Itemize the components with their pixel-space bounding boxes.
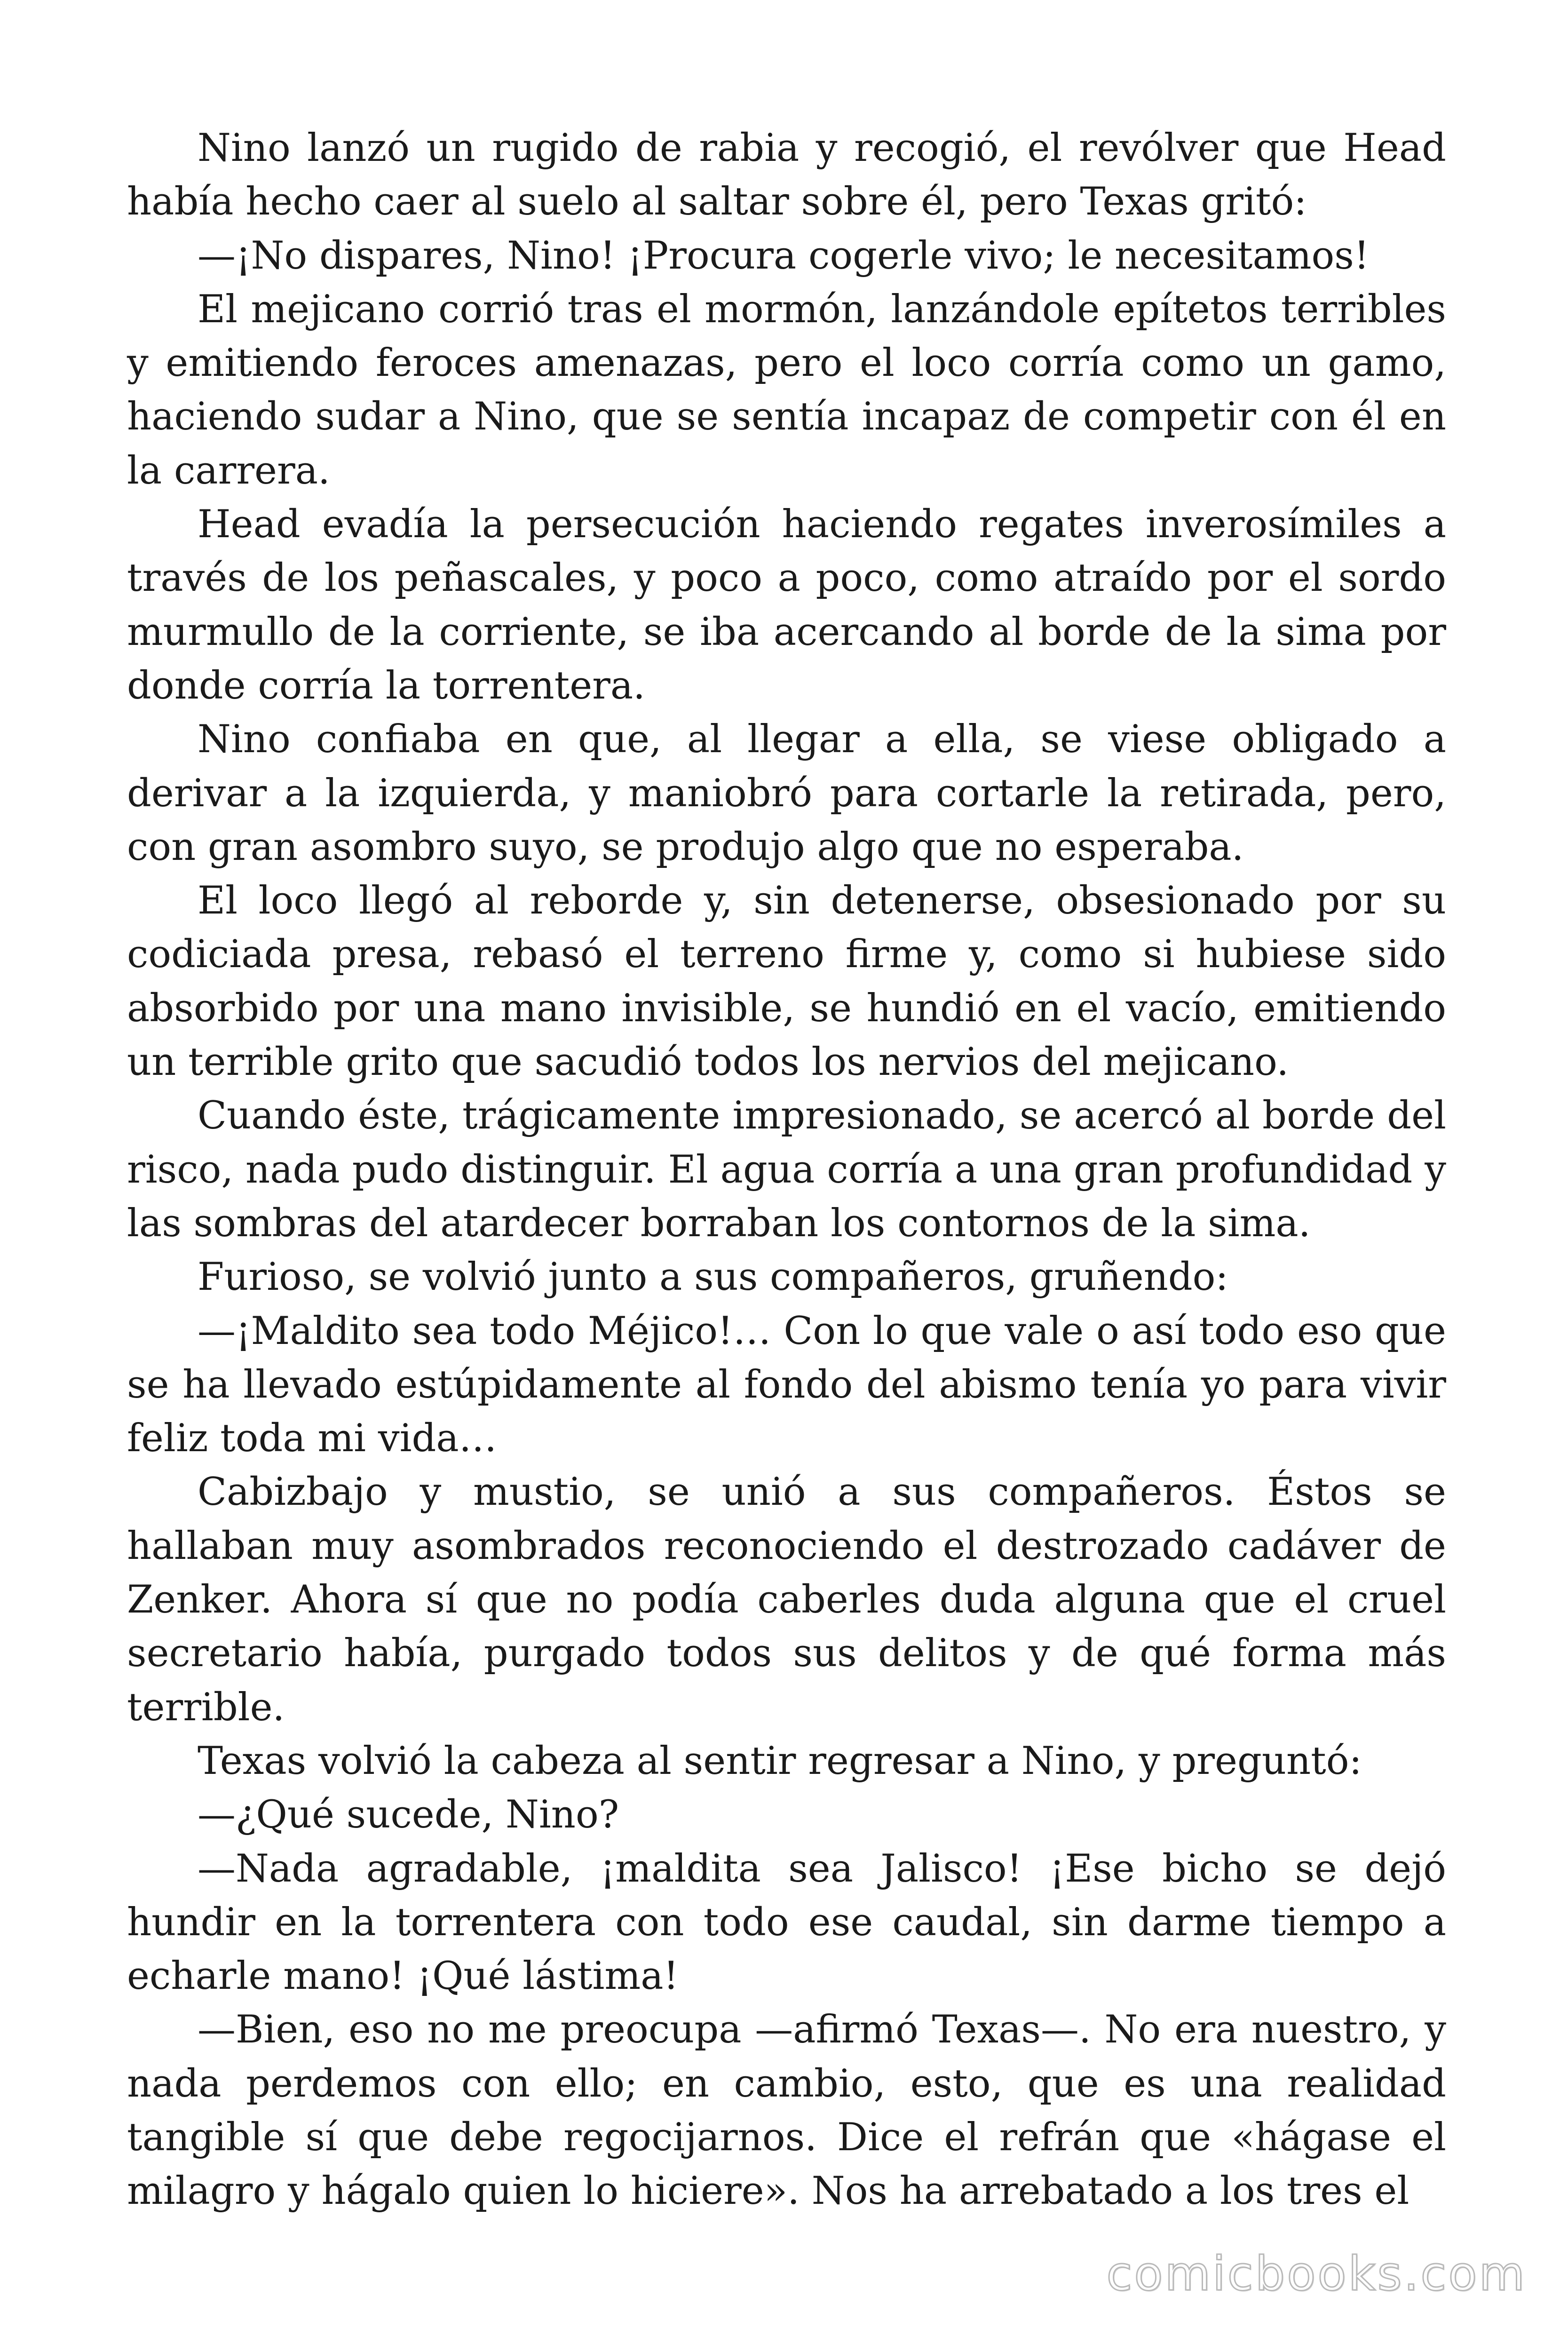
paragraph: Head evadía la persecución haciendo regates inverosímiles a través de los peñascales, y poco a poco, como atraído por el sordo murmullo de la corriente, se iba acercando al borde de la sima por donde corría la torrentera. (127, 502, 1446, 708)
paragraph: Cuando éste, trágicamente impresionado, se acercó al borde del risco, nada pudo distinguir. El agua corría a una gran profundidad y las sombras del atardecer borraban los contornos de la sima. (127, 1094, 1446, 1246)
paragraph: El mejicano corrió tras el mormón, lanzándole epítetos terribles y emitiendo feroces amenazas, pero el loco corría como un gamo, haciendo sudar a Nino, que se sentía incapaz de competir con él en la carrera. (127, 287, 1446, 493)
paragraph: —Nada agradable, ¡maldita sea Jalisco! ¡Ese bicho se dejó hundir en la torrentera con todo ese caudal, sin darme tiempo a echarle mano! ¡Qué lástima! (127, 1846, 1446, 1999)
paragraph: —Bien, eso no me preocupa —afirmó Texas—. No era nuestro, y nada perdemos con ello; en cambio, esto, que es una realidad tangible sí que debe regocijarnos. Dice el refrán que «hágase el milagro y hágalo quien lo hiciere». Nos ha arrebatado a los tres el (127, 2008, 1446, 2214)
paragraph: —¿Qué sucede, Nino? (198, 1793, 619, 1837)
paragraph: —¡No dispares, Nino! ¡Procura cogerle vivo; le necesitamos! (198, 233, 1370, 278)
paragraph: Cabizbajo y mustio, se unió a sus compañeros. Éstos se hallaban muy asombrados reconociendo el destrozado cadáver de Zenker. Ahora sí que no podía caberles duda alguna que el cruel secretario había, purgado todos sus delitos y de qué forma más terrible. (127, 1470, 1446, 1730)
paragraph: Texas volvió la cabeza al sentir regresar a Nino, y preguntó: (198, 1739, 1362, 1783)
paragraph: Furioso, se volvió junto a sus compañeros, gruñendo: (198, 1255, 1228, 1300)
paragraph: El loco llegó al reborde y, sin detenerse, obsesionado por su codiciada presa, rebasó el terreno firme y, como si hubiese sido absorbido por una mano invisible, se hundió en el vacío, emitiendo un terrible grito que sacudió todos los nervios del mejicano. (127, 879, 1446, 1085)
book-page-text (127, 121, 1446, 2218)
site-watermark: comicbooks.com (1106, 2246, 1527, 2301)
paragraph: Nino lanzó un rugido de rabia y recogió, el revólver que Head había hecho caer al suelo al saltar sobre él, pero Texas gritó: (127, 126, 1446, 224)
paragraph: Nino confiaba en que, al llegar a ella, se viese obligado a derivar a la izquierda, y maniobró para cortarle la retirada, pero, con gran asombro suyo, se produjo algo que no esperaba. (127, 717, 1446, 869)
paragraph: —¡Maldito sea todo Méjico!… Con lo que vale o así todo eso que se ha llevado estúpidamente al fondo del abismo tenía yo para vivir feliz toda mi vida… (127, 1309, 1446, 1461)
